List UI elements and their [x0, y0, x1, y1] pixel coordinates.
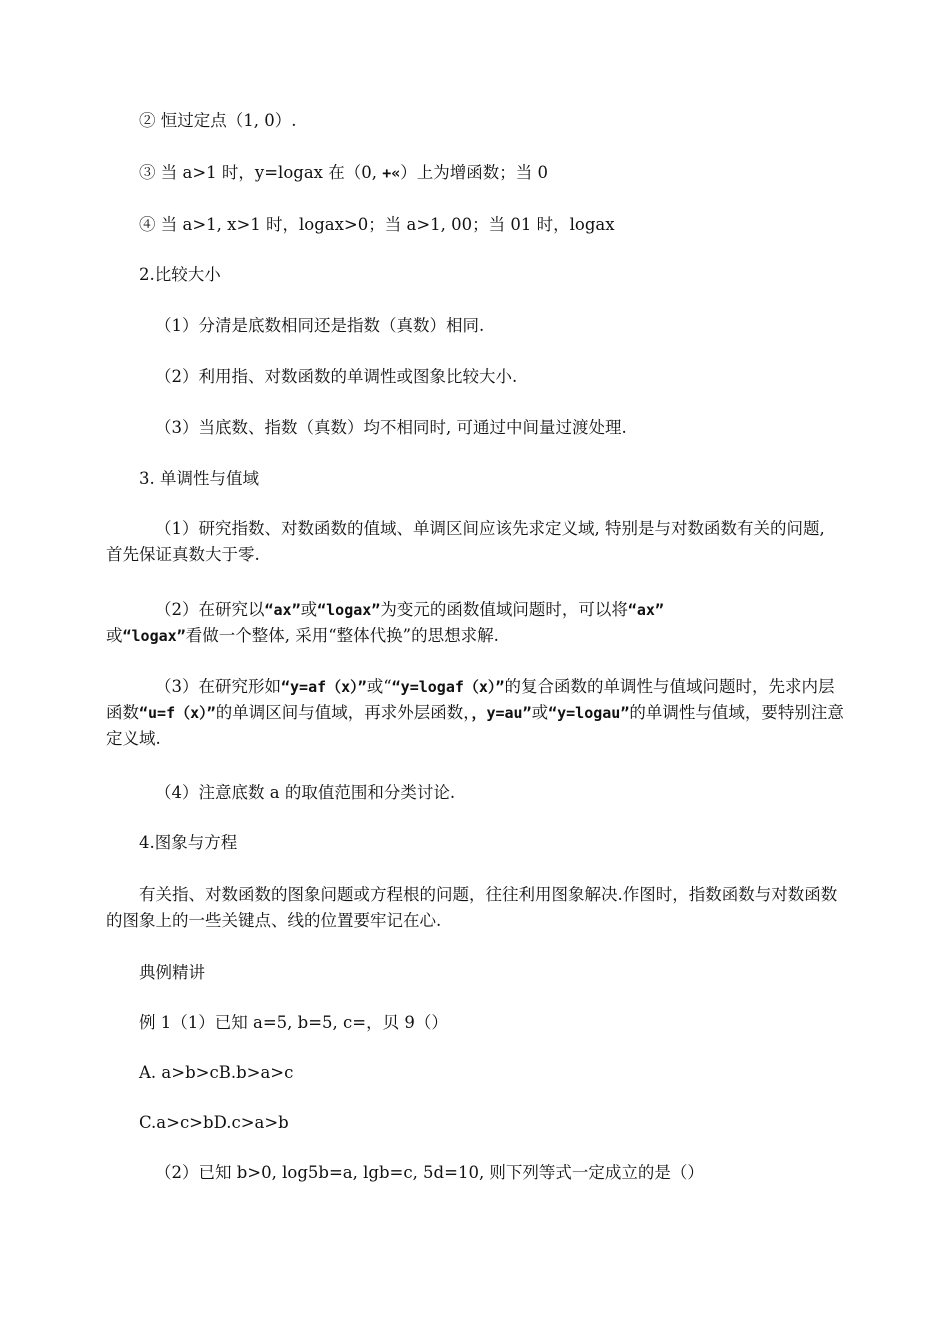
example-1-part-2: （2）已知 b>0, log5b=a, lgb=c, 5d=10, 则下列等式一定成立的是（） — [155, 1163, 704, 1182]
infinity-symbol: +« — [382, 164, 401, 182]
monotonic-item-3-text: 的单调区间与值域，再求外层函数， — [215, 703, 472, 722]
section-heading-3: 3. 单调性与值域 — [139, 469, 259, 488]
property-3-text: ③ 当 a>1 时，y=logax 在（0, — [139, 163, 383, 182]
term-y-logaf: “y=logaf（x）” — [391, 678, 505, 696]
example-1-options-cd: C.a>c>bD.c>a>b — [139, 1113, 289, 1132]
property-2: ② 恒过定点（1, 0）. — [139, 111, 297, 130]
property-3 — [139, 160, 548, 186]
monotonic-item-3-text: 的复合函数的单调性与值域问题时，先求内层函数 — [106, 677, 835, 722]
compare-item-3: （3）当底数、指数（真数）均不相同时, 可通过中间量过渡处理. — [155, 418, 627, 437]
monotonic-item-4: （4）注意底数 a 的取值范围和分类讨论. — [155, 783, 456, 802]
term-ax: “ax” — [627, 601, 664, 619]
monotonic-item-1: （1）研究指数、对数函数的值域、单调区间应该先求定义域, 特别是与对数函数有关的问题, 首先保证真数大于零. — [106, 519, 825, 564]
term-y-logau: “y=logau” — [548, 704, 630, 722]
term-y-af: “y=af（x）” — [281, 678, 367, 696]
monotonic-item-2-text: 为变元的函数值域问题时，可以将 — [380, 600, 628, 619]
monotonic-item-3-text: 的单调性与值域，要特别注意定义域. — [106, 703, 844, 748]
monotonic-item-2 — [106, 597, 846, 649]
monotonic-item-3-text: （3）在研究形如 — [155, 677, 281, 696]
compare-item-1: （1）分清是底数相同还是指数（真数）相同. — [155, 316, 485, 335]
term-u-f: “u=f（x）” — [139, 704, 216, 722]
connector-or: 或 — [531, 703, 549, 722]
property-4: ④ 当 a>1, x>1 时，logax>0；当 a>1, 00；当 01 时，logax — [139, 215, 615, 234]
section-heading-2: 2.比较大小 — [139, 265, 221, 284]
property-3-text-end: ）上为增函数；当 0 — [400, 163, 549, 182]
monotonic-item-2-text: 看做一个整体, 采用“整体代换”的思想求解. — [185, 626, 499, 645]
term-logax: “logax” — [122, 627, 186, 645]
monotonic-item-3 — [106, 674, 846, 752]
connector-or: 或 — [106, 626, 123, 645]
term-ax: “ax” — [264, 601, 301, 619]
connector-or: 或“ — [366, 677, 392, 696]
term-logax: “logax” — [317, 601, 381, 619]
section-heading-examples: 典例精讲 — [139, 963, 205, 982]
monotonic-item-2-text: （2）在研究以 — [155, 600, 265, 619]
example-1-options-ab: A. a>b>cB.b>a>c — [139, 1063, 294, 1082]
graph-paragraph: 有关指、对数函数的图象问题或方程根的问题，往往利用图象解决.作图时，指数函数与对数函数的图象上的一些关键点、线的位置要牢记在心. — [106, 885, 838, 930]
term-y-au: ，y=au” — [471, 704, 532, 722]
compare-item-2: （2）利用指、对数函数的单调性或图象比较大小. — [155, 367, 518, 386]
example-1-question: 例 1（1）已知 a=5, b=5, c=，贝 9（） — [139, 1013, 448, 1032]
section-heading-4: 4.图象与方程 — [139, 833, 238, 852]
connector-or: 或 — [300, 600, 318, 619]
